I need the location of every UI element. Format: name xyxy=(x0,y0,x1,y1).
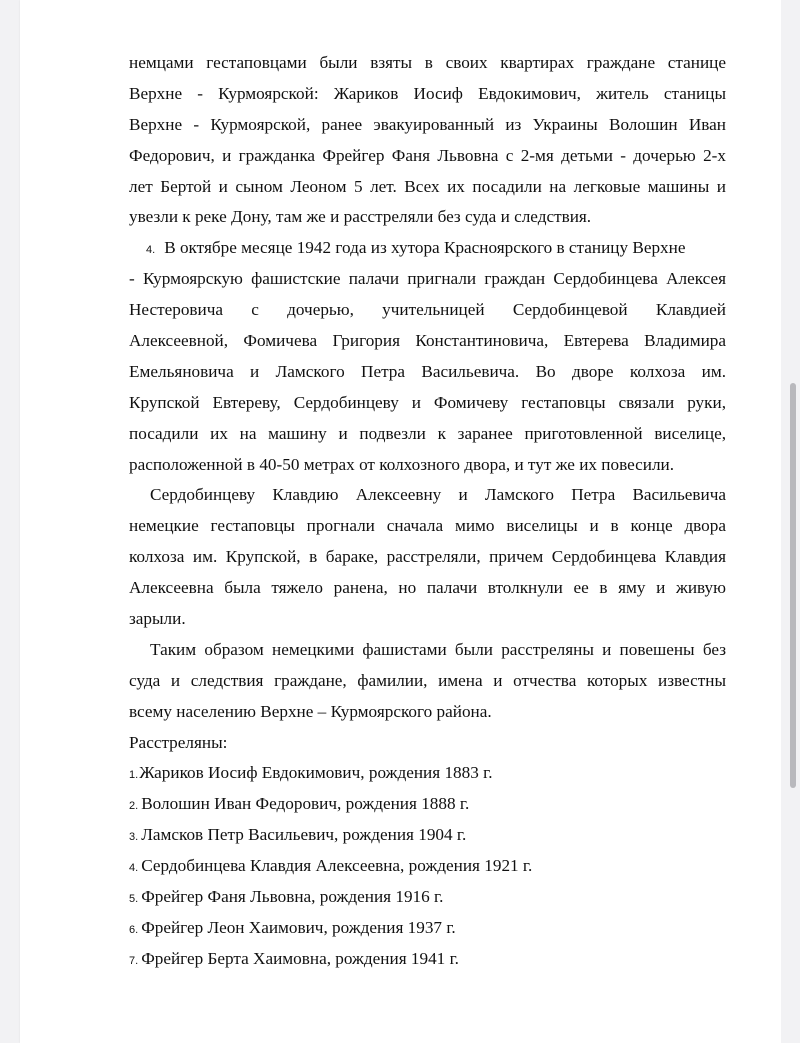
list-item-text: Фрейгер Берта Хаимовна, рождения 1941 г. xyxy=(141,948,459,968)
item-text: В октябре месяце 1942 года из хутора Красноярского в станицу Верхне xyxy=(164,238,686,258)
text-line xyxy=(129,233,726,264)
list-item xyxy=(129,820,726,851)
item-number: 4. xyxy=(146,244,156,257)
list-heading: Расстреляны: xyxy=(129,732,228,752)
text-line: суда и следствия граждане, фамилии, имена и отчества которых известны xyxy=(129,670,726,690)
list-item-text: Волошин Иван Федорович, рождения 1888 г. xyxy=(141,794,470,814)
scrollbar-thumb[interactable] xyxy=(790,383,796,788)
list-item-text: Фрейгер Леон Хаимович, рождения 1937 г. xyxy=(141,917,456,937)
text-line: зарыли. xyxy=(129,609,186,629)
text-line: Сердобинцеву Клавдию Алексеевну и Ламского Петра Васильевича xyxy=(150,485,726,505)
text-line: Алексеевной, Фомичева Григория Константиновича, Евтерева Владимира xyxy=(129,331,726,351)
document-page xyxy=(20,0,781,1043)
list-item-number: 6. xyxy=(129,923,139,936)
list-item-number: 7. xyxy=(129,954,139,967)
text-line: расположенной в 40-50 метрах от колхозного двора, и тут же их повесили. xyxy=(129,454,675,474)
text-line: колхоза им. Крупской, в бараке, расстреляли, причем Сердобинцева Клавдия xyxy=(129,547,726,567)
document-body xyxy=(129,48,726,975)
text-line: Нестеровича с дочерью, учительницей Сердобинцевой Клавдией xyxy=(129,300,726,320)
text-line: Таким образом немецкими фашистами были расстреляны и повешены без xyxy=(150,639,726,659)
text-line: Верхне - Курмоярской: Жариков Иосиф Евдокимович, житель станицы xyxy=(129,83,726,103)
text-line: Алексеевна была тяжело ранена, но палачи втолкнули ее в яму и живую xyxy=(129,578,726,598)
vertical-scrollbar[interactable] xyxy=(781,0,800,1043)
text-line: лет Бертой и сыном Леоном 5 лет. Всех их посадили на легковые машины и xyxy=(129,176,726,196)
text-line: Федорович, и гражданка Фрейгер Фаня Львовна с 2-мя детьми - дочерью 2-х xyxy=(129,145,726,165)
list-item xyxy=(129,758,726,789)
list-item-text: Фрейгер Фаня Львовна, рождения 1916 г. xyxy=(141,887,444,907)
list-item xyxy=(129,913,726,944)
list-item-text: Ламсков Петр Васильевич, рождения 1904 г. xyxy=(141,825,467,845)
text-line: - Курмоярскую фашистские палачи пригнали граждан Сердобинцева Алексея xyxy=(129,269,726,289)
list-item xyxy=(129,851,726,882)
list-item-number: 4. xyxy=(129,862,139,875)
text-line: посадили их на машину и подвезли к заранее приготовленной виселице, xyxy=(129,423,726,443)
paragraph-arrests xyxy=(129,48,726,233)
text-line: Верхне - Курмоярской, ранее эвакуированный из Украины Волошин Иван xyxy=(129,114,726,134)
paragraph-summary xyxy=(129,635,726,728)
text-line: Крупской Евтереву, Сердобинцеву и Фомичеву гестаповцы связали руки, xyxy=(129,392,726,412)
paragraph-serdobintseva xyxy=(129,480,726,634)
text-line: немецкие гестаповцы прогнали сначала мимо виселицы и в конце двора xyxy=(129,516,726,536)
list-item-text: Жариков Иосиф Евдокимович, рождения 1883 г. xyxy=(139,763,493,783)
numbered-paragraph-4 xyxy=(129,233,726,480)
text-line: всему населению Верхне – Курмоярского района. xyxy=(129,701,492,721)
victims-list xyxy=(129,758,726,974)
list-item xyxy=(129,789,726,820)
list-item-number: 5. xyxy=(129,893,139,906)
text-line: увезли к реке Дону, там же и расстреляли без суда и следствия. xyxy=(129,207,592,227)
list-item-text: Сердобинцева Клавдия Алексеевна, рождения 1921 г. xyxy=(141,856,533,876)
list-item xyxy=(129,944,726,975)
list-item-number: 3. xyxy=(129,831,139,844)
list-item-number: 1. xyxy=(129,769,139,782)
list-item-number: 2. xyxy=(129,800,139,813)
list-item xyxy=(129,882,726,913)
text-line: Емельяновича и Ламского Петра Васильевича. Во дворе колхоза им. xyxy=(129,361,726,381)
text-line: немцами гестаповцами были взяты в своих квартирах граждане станице xyxy=(129,53,726,72)
